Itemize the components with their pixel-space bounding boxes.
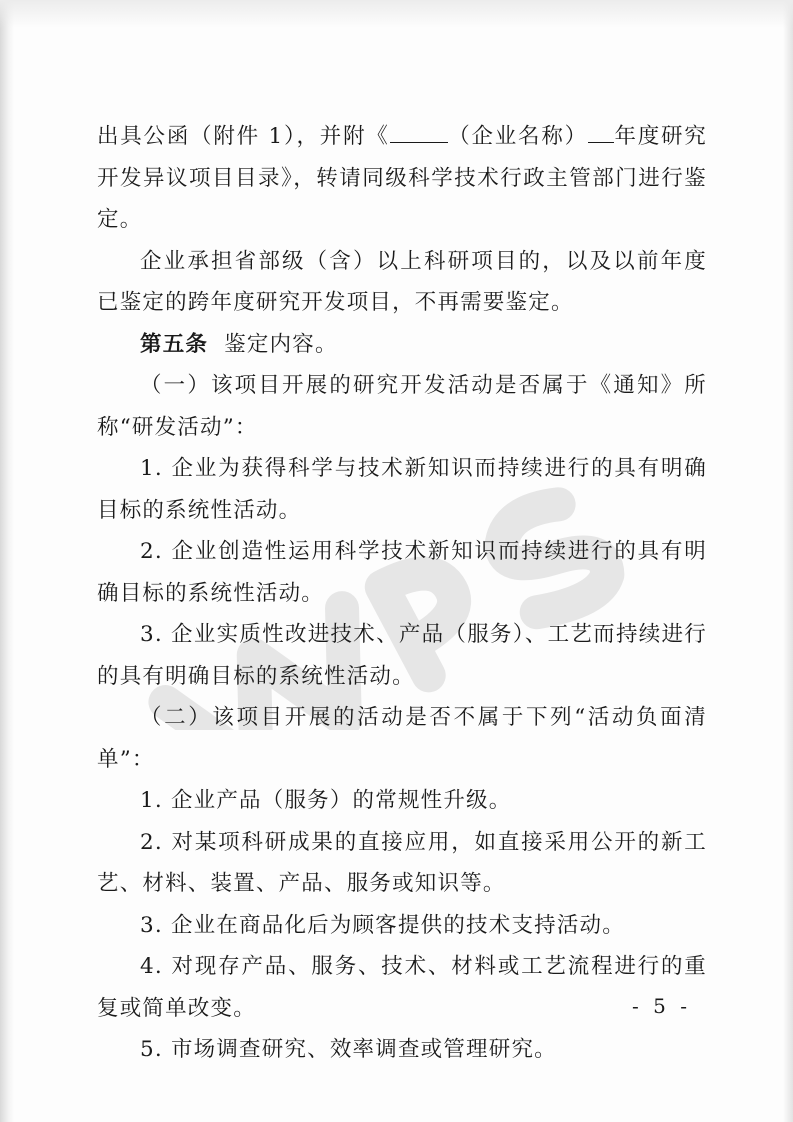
article-5-heading: 第五条 (140, 331, 209, 357)
intro-text-part2: （企业名称） (447, 124, 588, 149)
intro-paragraph (97, 116, 707, 241)
section-2-item-3: 3. 企业在商品化后为顾客提供的技术支持活动。 (140, 912, 625, 938)
section-2-heading: （二）该项目开展的活动是否不属于下列“活动负面清单”： (97, 705, 707, 772)
section-1-heading: （一）该项目开展的研究开发活动是否属于《通知》所称“研发活动”： (97, 373, 707, 440)
section-2-item-4: 4. 对现存产品、服务、技术、材料或工艺流程进行的重复或简单改变。 (97, 954, 707, 1021)
scan-edge-top (0, 0, 793, 28)
section-1-item-2: 2. 企业创造性运用科学技术新知识而持续进行的具有明确目标的系统性活动。 (97, 539, 707, 606)
section-2-item-1: 1. 企业产品（服务）的常规性升级。 (140, 788, 512, 813)
year-blank (588, 126, 614, 143)
intro-text-part3: 年度研究开发异议项目目录》，转请同级科学技术行政主管部门进行鉴定。 (97, 124, 707, 232)
section-2-item-5: 5. 市场调查研究、效率调查或管理研究。 (140, 1037, 557, 1062)
section-1-item-1: 1. 企业为获得科学与技术新知识而持续进行的具有明确目标的系统性活动。 (97, 456, 707, 523)
scan-edge-right (783, 0, 793, 1122)
article-5-paragraph (97, 324, 707, 366)
document-body (97, 116, 707, 1071)
company-name-blank (390, 126, 448, 143)
exemption-paragraph: 企业承担省部级（含）以上科研项目的，以及以前年度已鉴定的跨年度研究开发项目，不再需要鉴定。 (97, 248, 707, 315)
page-number: - 5 - (632, 994, 691, 1018)
scan-edge-left (0, 0, 14, 1122)
section-2-item-2: 2. 对某项科研成果的直接应用，如直接采用公开的新工艺、材料、装置、产品、服务或知识等。 (97, 829, 707, 896)
section-1-item-3: 3. 企业实质性改进技术、产品（服务）、工艺而持续进行的具有明确目标的系统性活动。 (97, 622, 707, 689)
intro-text-part1: 出具公函（附件 1），并附《 (97, 124, 390, 149)
article-5-text: 鉴定内容。 (224, 331, 338, 357)
